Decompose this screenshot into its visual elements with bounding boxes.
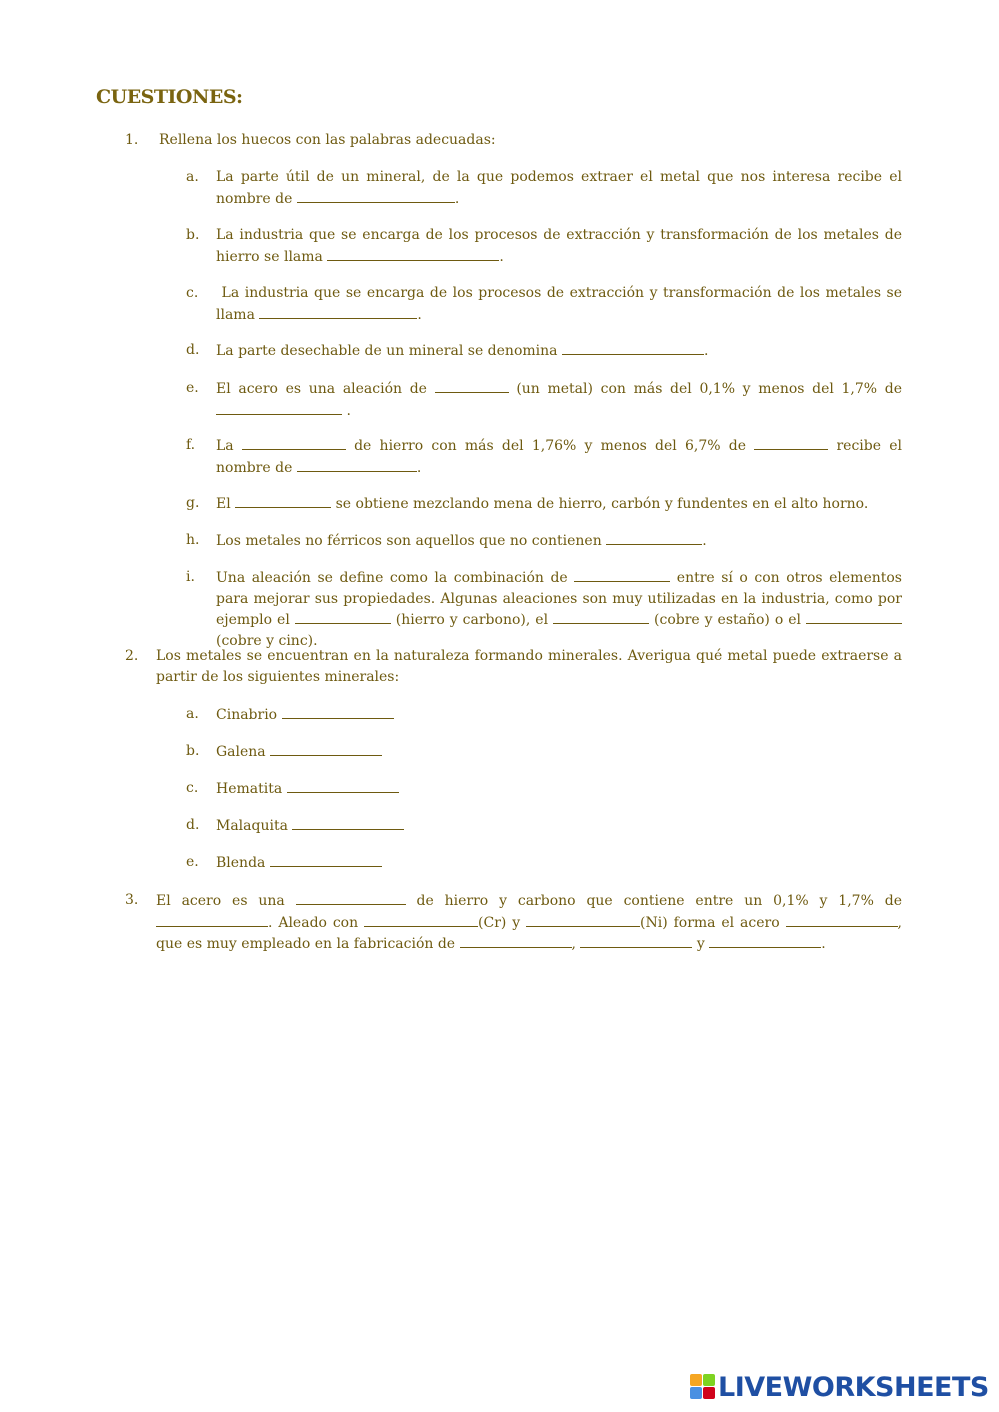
item-letter: d. [186, 817, 200, 833]
item-letter: c. [186, 780, 199, 796]
mineral-label: Cinabrio [216, 707, 278, 723]
answer-blank[interactable] [562, 340, 704, 355]
liveworksheets-logo [690, 1372, 989, 1402]
logo-text: LIVEWORKSHEETS [718, 1371, 989, 1403]
item-letter: a. [186, 706, 199, 722]
answer-blank[interactable] [259, 304, 417, 319]
answer-blank[interactable] [806, 609, 902, 624]
item-text: Una aleación se define como la combinación de entre sí o con otros elementos para mejorar sus propiedades. Algunas aleaciones son muy utilizadas en la industria, como por ejemplo el (hierro y carbono), el (cobre y estaño) o el (cobre y cinc). [216, 567, 902, 651]
answer-blank[interactable] [296, 890, 406, 905]
liveworksheets-logo-icon [690, 1374, 716, 1400]
item-text: La parte desechable de un mineral se denomina . [216, 340, 902, 362]
answer-blank[interactable] [460, 933, 572, 948]
answer-blank[interactable] [235, 493, 331, 508]
item-text: La industria que se encarga de los procesos de extracción y transformación de los metales se llama . [216, 285, 903, 323]
answer-blank[interactable] [282, 704, 394, 719]
answer-blank[interactable] [580, 933, 692, 948]
item-letter: b. [186, 227, 200, 243]
item-letter: b. [186, 743, 200, 759]
item-text: La de hierro con más del 1,76% y menos del 6,7% de recibe el nombre de . [216, 435, 902, 478]
answer-blank[interactable] [156, 912, 268, 927]
answer-blank[interactable] [297, 457, 417, 472]
page-title: CUESTIONES: [96, 86, 243, 108]
answer-blank[interactable] [270, 852, 382, 867]
mineral-label: Hematita [216, 781, 283, 797]
answer-blank[interactable] [435, 378, 509, 393]
mineral-label: Malaquita [216, 818, 288, 834]
item-text: Los metales no férricos son aquellos que no contienen . [216, 530, 902, 552]
answer-blank[interactable] [574, 567, 670, 582]
item-letter: i. [186, 569, 195, 585]
item-letter: h. [186, 532, 200, 548]
item-letter: a. [186, 169, 199, 185]
item-letter: f. [186, 437, 196, 453]
answer-blank[interactable] [216, 400, 342, 415]
answer-blank[interactable] [754, 435, 828, 450]
answer-blank[interactable] [553, 609, 649, 624]
question-text: El acero es una de hierro y carbono que contiene entre un 0,1% y 1,7% de . Aleado con (Cr) y (Ni) forma el acero , que es muy empleado en la fabricación de , y . [156, 890, 902, 955]
mineral-label: Galena [216, 744, 266, 760]
item-text: El acero es una aleación de (un metal) con más del 0,1% y menos del 1,7% de . [216, 378, 902, 421]
item-text: La industria que se encarga de los procesos de extracción y transformación de los metales de hierro se llama . [216, 227, 902, 265]
answer-blank[interactable] [242, 435, 346, 450]
answer-blank[interactable] [295, 609, 391, 624]
item-text: La parte útil de un mineral, de la que podemos extraer el metal que nos interesa recibe el nombre de . [216, 169, 902, 207]
item-letter: g. [186, 495, 200, 511]
answer-blank[interactable] [526, 912, 640, 927]
question-number: 1. [125, 132, 139, 148]
item-letter: c. [186, 285, 199, 301]
question-number: 3. [125, 892, 139, 908]
answer-blank[interactable] [606, 530, 702, 545]
item-letter: e. [186, 854, 199, 870]
answer-blank[interactable] [270, 741, 382, 756]
answer-blank[interactable] [364, 912, 478, 927]
mineral-label: Blenda [216, 855, 266, 871]
question-text: Los metales se encuentran en la naturaleza formando minerales. Averigua qué metal puede extraerse a partir de los siguientes minerales: [156, 648, 902, 685]
item-letter: e. [186, 380, 199, 396]
item-text: El se obtiene mezclando mena de hierro, carbón y fundentes en el alto horno. [216, 493, 902, 515]
item-letter: d. [186, 342, 200, 358]
answer-blank[interactable] [327, 246, 499, 261]
question-number: 2. [125, 648, 139, 664]
answer-blank[interactable] [786, 912, 898, 927]
answer-blank[interactable] [287, 778, 399, 793]
answer-blank[interactable] [292, 815, 404, 830]
answer-blank[interactable] [297, 188, 455, 203]
question-text: Rellena los huecos con las palabras adecuadas: [159, 132, 496, 148]
answer-blank[interactable] [709, 933, 821, 948]
